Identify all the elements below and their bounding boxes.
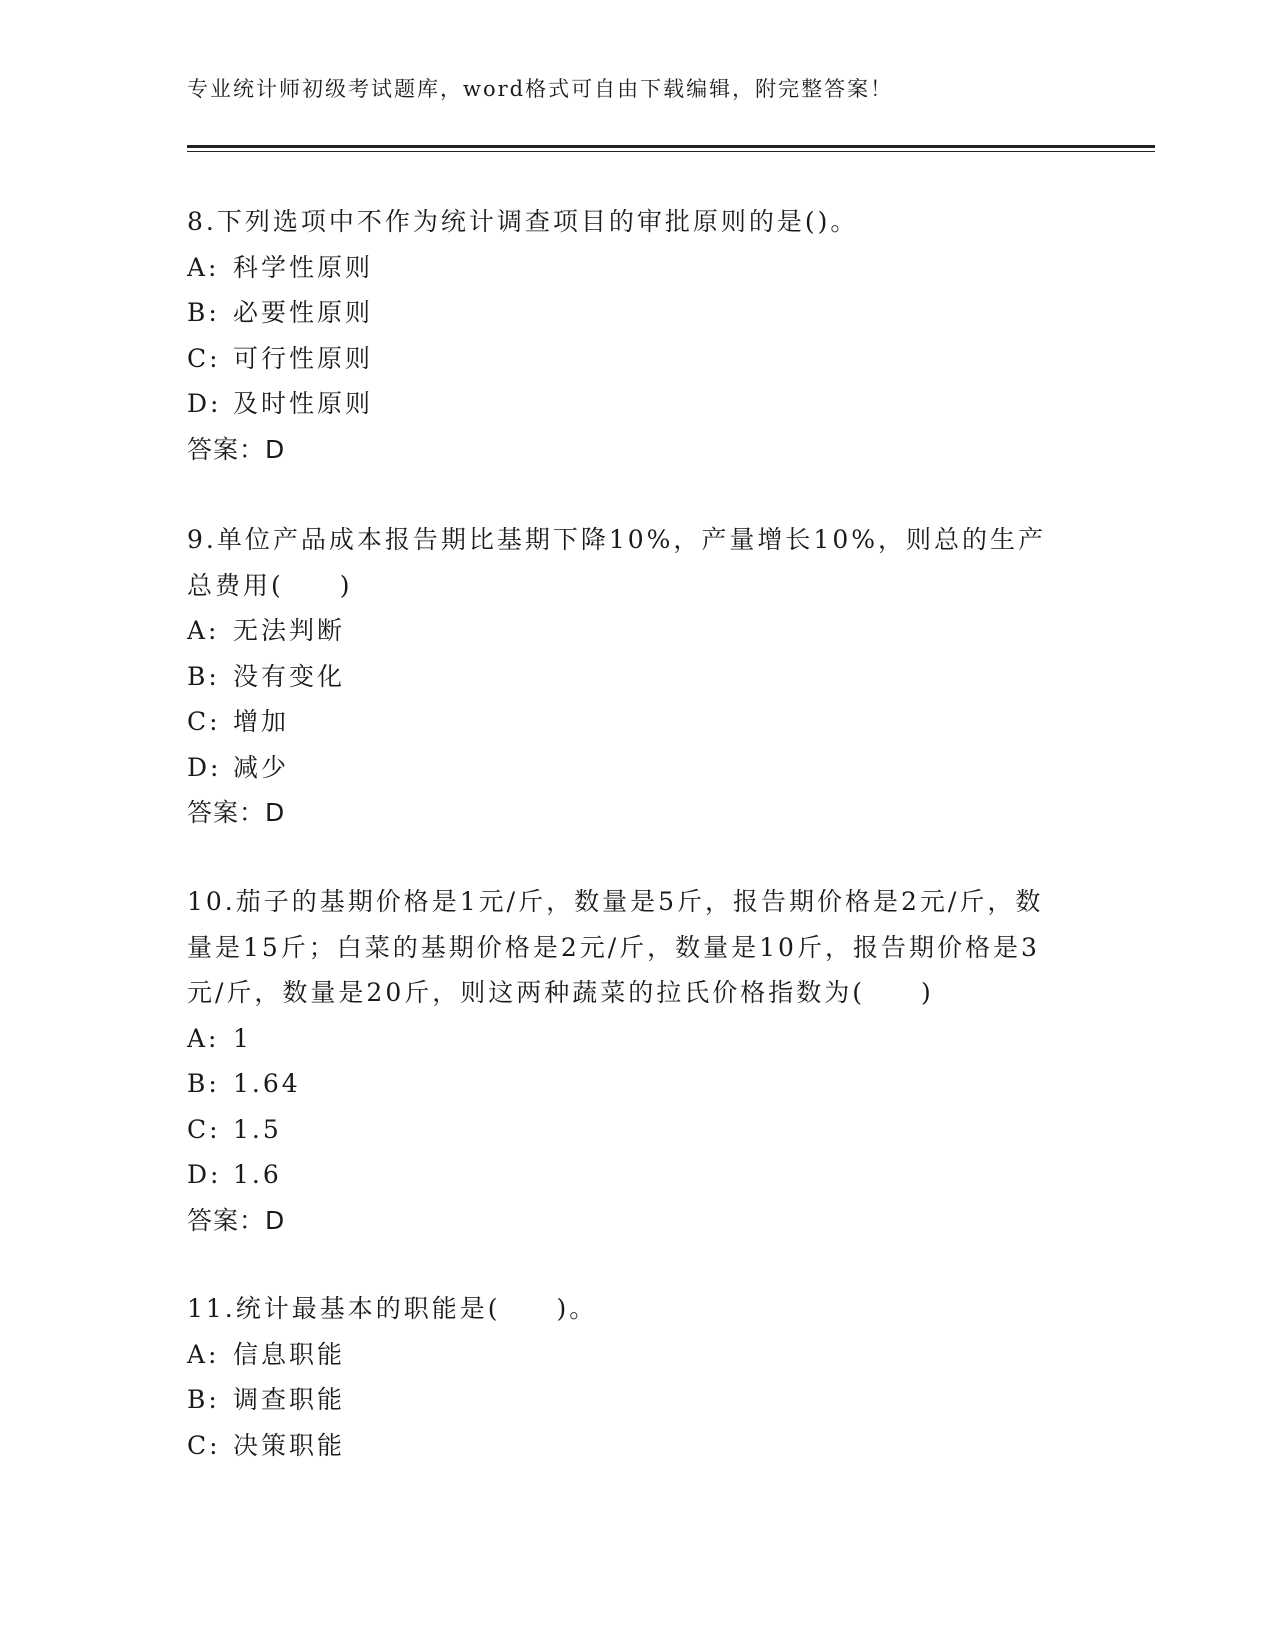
option-key: C:	[187, 1114, 221, 1144]
option-key: A:	[187, 616, 220, 645]
answer-line: 答案：D	[187, 798, 286, 827]
option-c	[187, 699, 1067, 745]
option-b	[187, 1061, 1067, 1107]
option-key: D:	[187, 752, 222, 782]
answer-line: 答案：D	[187, 1205, 286, 1235]
question-text: 11.统计最基本的职能是( )。	[187, 1294, 598, 1323]
option-text: 1.6	[233, 1160, 282, 1189]
page-header: 专业统计师初级考试题库，word格式可自由下载编辑，附完整答案！	[187, 77, 894, 101]
option-key: C:	[187, 707, 221, 736]
question-text: 8.下列选项中不作为统计调查项目的审批原则的是()。	[187, 207, 859, 236]
option-b	[187, 290, 1087, 336]
option-a	[187, 245, 1087, 291]
question-11	[187, 1286, 1087, 1468]
option-key: A:	[187, 1339, 220, 1369]
option-a	[187, 608, 1067, 654]
option-text: 减少	[233, 752, 290, 782]
option-text: 及时性原则	[233, 389, 374, 418]
option-text: 1.64	[233, 1069, 301, 1098]
option-text: 必要性原则	[233, 298, 374, 327]
option-text: 可行性原则	[233, 343, 374, 373]
option-d	[187, 381, 1087, 427]
question-10	[187, 879, 1067, 1243]
option-text: 科学性原则	[233, 252, 374, 282]
option-b	[187, 654, 1067, 700]
option-text: 1	[233, 1023, 252, 1053]
option-d	[187, 1152, 1067, 1198]
option-key: D:	[187, 389, 222, 418]
option-text: 信息职能	[233, 1339, 346, 1369]
option-c	[187, 1423, 1087, 1469]
question-9	[187, 517, 1067, 836]
option-text: 没有变化	[233, 661, 346, 691]
header-divider-thin	[187, 151, 1155, 152]
option-d	[187, 745, 1067, 791]
option-text: 无法判断	[233, 616, 346, 645]
question-text: 10.茄子的基期价格是1元/斤，数量是5斤，报告期价格是2元/斤，数量是15斤；白菜的基期价格是2元/斤，数量是10斤，报告期价格是3元/斤，数量是20斤，则这两种蔬菜的拉氏价格指数为( )	[187, 887, 1044, 1007]
option-c	[187, 1107, 1067, 1153]
option-text: 调查职能	[233, 1385, 346, 1414]
option-text: 增加	[233, 707, 290, 736]
option-text: 决策职能	[233, 1430, 346, 1460]
option-key: B:	[187, 1385, 220, 1414]
option-key: A:	[187, 252, 220, 282]
header-divider	[187, 145, 1155, 148]
option-c	[187, 336, 1087, 382]
option-key: B:	[187, 298, 220, 327]
option-a	[187, 1016, 1067, 1062]
option-a	[187, 1332, 1087, 1378]
option-key: B:	[187, 661, 220, 691]
option-key: C:	[187, 343, 221, 373]
question-text: 9.单位产品成本报告期比基期下降10%，产量增长10%，则总的生产总费用( )	[187, 525, 1046, 600]
answer-line: 答案：D	[187, 434, 286, 464]
option-b	[187, 1377, 1087, 1423]
option-key: A:	[187, 1023, 220, 1053]
option-key: C:	[187, 1430, 221, 1460]
option-text: 1.5	[233, 1114, 282, 1144]
question-8	[187, 199, 1087, 472]
option-key: B:	[187, 1069, 220, 1098]
option-key: D:	[187, 1160, 222, 1189]
